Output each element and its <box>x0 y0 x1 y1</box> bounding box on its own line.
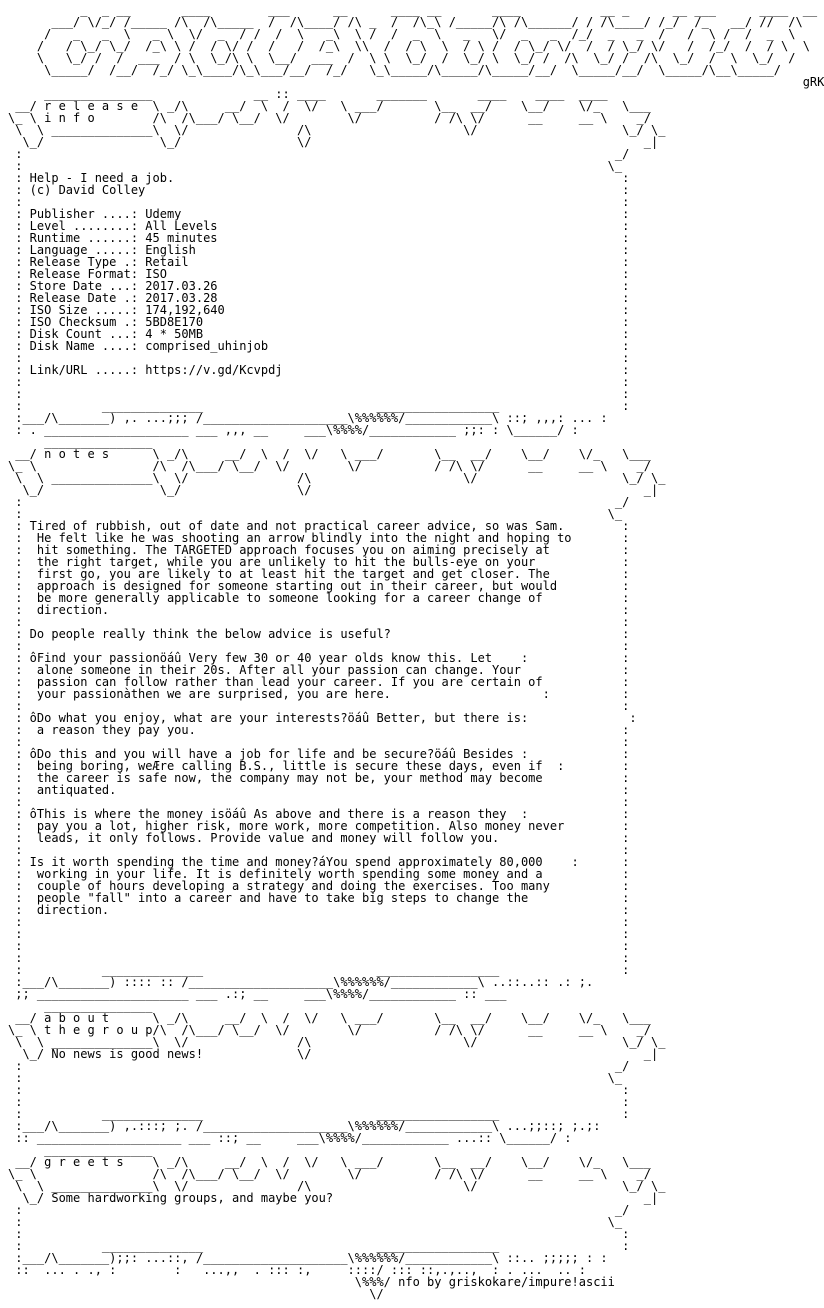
greets-section: _______________ __/ g r e e t s \ _/\ __/ \ / \/ \ ___/ \__ __/ \__/ \/_ \___ \_ \ /\ /\___/ \__/ \/ \/ / /\ \/ __ __ \ _/ \ \ ______________\ \/ /\ \/ \_/ \_ \_/ Some hardworking groups, and maybe you? _| : _/ : \_ : : : ______________ _________________ : :___/\_______);;: ...::, /____________________\%%%%%%/____________\ ::.. ;;;;; : : <box>8 1143 666 1265</box>
release-info-section: _______________ __ :: ____ _______ ____ ____ ____ __/ r e l e a s e \ _/\ __/ \ / \/ \ ___/ \__ __/ \__/ \/_ \___ \_ \ i n f o /\ /\___/ \__/ \/ \/ / /\ \/ __ __ \ _/ \ \ ______________\ \/ /\ \/ \_/ \_ \_/ \_/ \/ _| : _/ : \_ : Help - I need a job. : : (c) David Colley : : : : Publisher ....: Udemy : : Level ........: All Levels : : Runtime ......: 45 minutes : : Language .....: English : : Release Type .: Retail : : Release Format: ISO : : Store Date ...: 2017.03.26 : : Release Date .: 2017.03.28 : : ISO Size .....: 174,192,640 : : ISO Checksum .: 5BD8E170 : : Disk Count ...: 4 * 50MB : : Disk Name ....: comprised_uhinjob : : : : Link/URL .....: https://v.gd/Kcvpdj : : : : : : ______________ _________________ : :___/\_______) ,. ...;;; /____________________\%%%%%%/____________\ ::; ,,,: ... : : . ____________________ ___ ,,, __ ___\%%%%/____________ ;;: : \______/ : <box>8 87 666 437</box>
footer-credit-art: :: ... . ., : : ...,, . ::: :, ::::/ ::: ::,.,.., : . ... .. : \%%%/ nfo by griskokare/impure!ascii \/ <box>15 1263 615 1301</box>
about-the-group-section: _______________ __/ a b o u t \ _/\ __/ \ / \/ \ ___/ \__ __/ \__/ \/_ \___ \_ \ t h e g r o u p/\ /\___/ \__/ \/ \/ / /\ \/ __ __ \ _/ \ \ ______________\ \/ /\ \/ \_/ \_ \_/ No news is good news! \/ _| : _/ : \_ : : : : : ______________ _________________ : :___/\_______) ,.:::; ;. /____________________\%%%%%%/____________\ ...;;::; ;.;: :: ____________________ ___ ::; __ ___\%%%%/____________ ...:: \______/ : <box>8 999 666 1145</box>
notes-section: _______________ __/ n o t e s \ _/\ __/ \ / \/ \ ___/ \__ __/ \__/ \/_ \___ \_ \ /\ /\___/ \__/ \/ \/ / /\ \/ __ __ \ _/ \ \ ______________\ \/ /\ \/ \_/ \_ \_/ \_/ \/ _| : _/ : \_ : Tired of rubbish, out of date and not practical career advice, so was Sam. : : He felt like he was shooting an arrow blindly into the night and hoping to : : hit something. The TARGETED approach focuses you on aiming precisely at : : the right target, while you are unlikely to hit the bulls-eye on your : : first go, you are likely to at least hit the target and get closer. The : : approach is designed for someone starting out in their career, but would : : be more generally applicable to someone looking for a career change of : : direction. : : : : Do people really think the below advice is useful? : : : : ôFind your passionöáû Very few 30 or 40 year olds know this. Let : : : alone someone in their 20s. After all your passion can change. Your : : passion can follow rather than lead your career. If you are certain of : : your passionàthen we are surprised, you are here. : : : : : ôDo what you enjoy, what are your interests?öáû Better, but there is: : : a reason they pay you. : : : : ôDo this and you will have a job for life and be secure?öáû Besides : : : being boring, weÆre calling B.S., little is secure these days, even if : : : the career is safe now, the company may not be, your method may become : : antiquated. : : : : ôThis is where the money isöáû As above and there is a reason they : : : pay you a lot, higher risk, more work, more competition. Also money never : : leads, it only follows. Provide value and money will follow you. : : : : Is it worth spending the time and money?áYou spend approximately 80,000 : : : working in your life. It is definitely worth spending some money and a : : couple of hours developing a strategy and doing the exercises. Too many : : people "fall" into a career and have to take big steps to change the : : direction. : : : : : : : : : : ______________ _________________ : :___/\_______) :::: :: /____________________\%%%%%%/____________\ ..::..:: .: ;. ;; _____________________ ___ .:; __ ___\%%%%/____________ :: ___ <box>8 435 666 1001</box>
nfo-document <box>8 3 824 1301</box>
header-logo-art: _ _ __ ____ ___ __ ____ __ ____ __ _ __ ___ ____ __ ___/ \/_/ /_____ /\ /\_____ / /\____/ /\ _ / /\_\ /_____/\ /\______/ / /\____/ /_/ /_ __/ // /\ / _ _ \ _ \ \/ _ / / / \ _\ \ / / _ \ _ \/ _ _ /_/ _ _ / / \ / / _ \ / / \_/ \_/ /_\ \ / / \/ / / / /_\ \\ / / \ \ / \ / / \_/ \/ / / \_/ \/ / /_/ / / \ \ \ \_/ / / ___ / \ \_/\ \ \__/ ___ / \ \ \_/ / \_/ \ \_/ / /\ \_/ / /\ \_/ / \ \_/ / \_____/ /__/ /_/ \_\____/\_\___/__/ /_/ \_\_____/\_____/\_____/__/ \_____/__/ \_____/\__\_____/ gRK <box>36 3 824 89</box>
